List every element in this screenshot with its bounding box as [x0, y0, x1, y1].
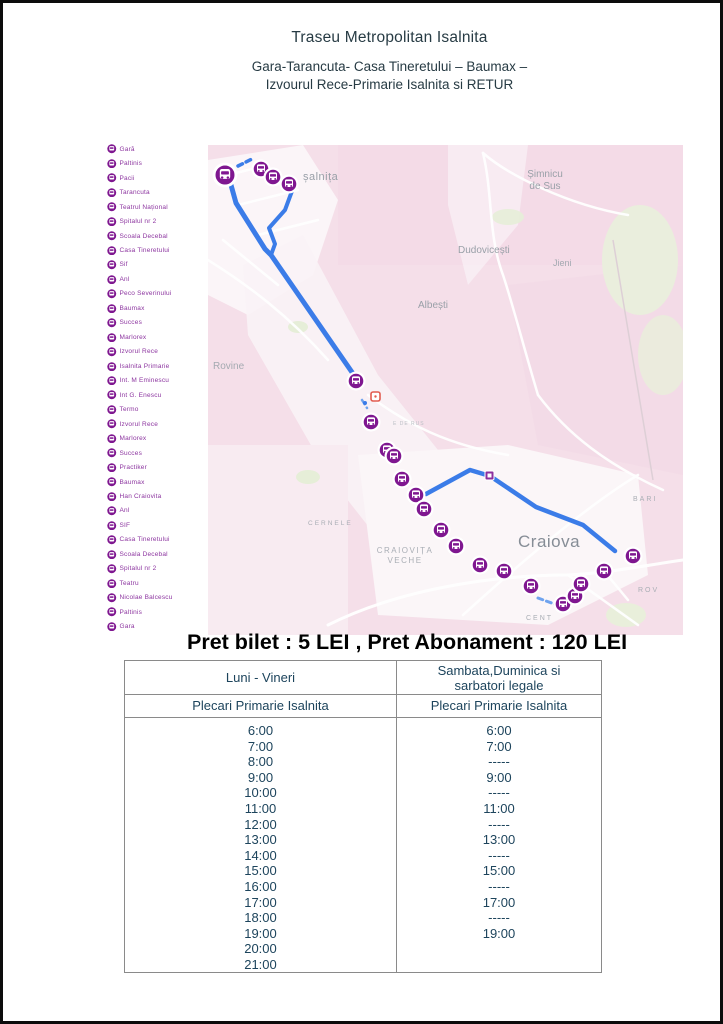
bus-marker: [415, 500, 434, 519]
stop-row: [107, 605, 217, 619]
stop-row: [107, 156, 217, 170]
stop-label: Baumax: [119, 478, 145, 486]
stop-list: [107, 142, 217, 634]
route-subtitle: [59, 58, 720, 94]
stop-label: Sif: [119, 261, 128, 269]
small-stop-dot: [363, 401, 367, 405]
departure-time: 13:00: [482, 832, 516, 848]
bus-marker: [572, 575, 591, 594]
stop-row: [107, 562, 217, 576]
departure-time: -----: [488, 910, 510, 926]
stop-label: Paltinis: [119, 608, 143, 616]
document-header: [3, 29, 720, 94]
stop-label: Gară: [119, 145, 135, 153]
departure-time: 7:00: [486, 738, 512, 754]
departure-time: 19:00: [482, 925, 516, 941]
map-label: CRAIOVIȚA VECHE: [376, 546, 434, 565]
stop-row: [107, 504, 217, 518]
bus-stop-icon: [107, 318, 117, 328]
stop-label: Gara: [119, 623, 135, 631]
bus-stop-icon: [107, 448, 117, 458]
stop-label: Marlorex: [119, 435, 147, 443]
stop-row: [107, 287, 217, 301]
bus-stop-icon: [107, 144, 117, 154]
bus-stop-icon: [107, 275, 117, 285]
bus-stop-icon: [107, 231, 117, 241]
bus-stop-icon: [107, 419, 117, 429]
stop-label: Spitalul nr 2: [119, 565, 157, 573]
stop-label: Peco Severinului: [119, 290, 172, 298]
departure-time: 9:00: [247, 769, 274, 785]
stop-row: [107, 243, 217, 257]
stop-row: [107, 417, 217, 431]
bus-marker: [362, 413, 381, 432]
stop-row: [107, 200, 217, 214]
bus-stop-icon: [107, 521, 117, 531]
stop-row: [107, 402, 217, 416]
stop-label: Izvorul Rece: [119, 420, 159, 428]
timetable-times: [397, 718, 601, 973]
stop-row: [107, 460, 217, 474]
stop-label: Termo: [119, 406, 139, 414]
bus-marker: [213, 163, 238, 188]
bus-stop-icon: [107, 217, 117, 227]
timetable: [124, 660, 602, 973]
map-label: BARI: [633, 496, 658, 503]
bus-stop-icon: [107, 477, 117, 487]
stop-row: [107, 171, 217, 185]
departure-time: 16:00: [244, 878, 277, 894]
bus-stop-icon: [107, 434, 117, 444]
departure-time: 10:00: [244, 785, 277, 801]
stop-label: SIF: [119, 521, 131, 529]
bus-stop-icon: [107, 260, 117, 270]
departure-time: 11:00: [244, 800, 277, 816]
bus-stop-icon: [107, 304, 117, 314]
map-label: ROV: [638, 587, 660, 594]
stop-row: [107, 214, 217, 228]
bus-marker: [522, 577, 541, 596]
departure-time: -----: [488, 878, 510, 894]
stop-row: [107, 229, 217, 243]
bus-stop-icon: [107, 376, 117, 386]
departure-time: 15:00: [482, 863, 516, 879]
price-line: Pret bilet : 5 LEI , Pret Abonament : 120 LEI: [187, 630, 628, 654]
departure-time: 6:00: [486, 723, 512, 738]
bus-stop-icon: [107, 564, 117, 574]
bus-stop-icon: [107, 463, 117, 473]
col-subheader-weekdays: Plecari Primarie Isalnita: [125, 695, 397, 718]
bus-stop-icon: [107, 390, 117, 400]
stop-row: [107, 489, 217, 503]
departure-time: 7:00: [247, 738, 274, 754]
bus-marker: [432, 521, 451, 540]
stop-label: Succes: [119, 319, 143, 327]
bus-stop-icon: [107, 202, 117, 212]
bus-marker: [280, 175, 299, 194]
stop-label: Spitalul nr 2: [119, 218, 157, 226]
timetable-times: [125, 718, 397, 973]
departure-time: -----: [488, 847, 510, 863]
stop-row: [107, 345, 217, 359]
bus-marker: [624, 547, 643, 566]
bus-stop-icon: [107, 506, 117, 516]
bus-stop-icon: [107, 246, 117, 256]
departure-time: [397, 957, 601, 973]
stop-row: [107, 547, 217, 561]
col-subheader-weekend: Plecari Primarie Isalnita: [397, 695, 601, 718]
stop-row: [107, 316, 217, 330]
map-label: Craiova: [518, 532, 581, 551]
bus-stop-icon: [107, 492, 117, 502]
stop-label: Izvorul Rece: [119, 348, 159, 356]
stop-row: [107, 330, 217, 344]
stop-label: Han Craiovita: [119, 492, 162, 500]
bus-stop-icon: [107, 362, 117, 372]
stop-row: [107, 142, 217, 156]
stop-label: Scoala Decebal: [119, 550, 168, 558]
bus-stop-icon: [107, 535, 117, 545]
departure-time: -----: [488, 785, 510, 801]
stop-label: Paltinis: [119, 160, 143, 168]
departure-time: 17:00: [482, 894, 516, 910]
bus-marker: [347, 372, 366, 391]
bus-marker: [495, 562, 514, 581]
route-subtitle-line2: Izvourul Rece-Primarie Isalnita si RETUR: [265, 77, 514, 92]
route-subtitle-line1: Gara-Tarancuta- Casa Tineretului – Baumax –: [251, 59, 528, 74]
departure-time: 12:00: [244, 816, 277, 832]
bus-stop-icon: [107, 622, 117, 632]
departure-time: 11:00: [483, 800, 515, 816]
bus-marker: [447, 537, 466, 556]
stop-row: [107, 388, 217, 402]
bus-stop-icon: [107, 550, 117, 560]
departure-time: 9:00: [486, 769, 512, 785]
map-label: E DE RUS: [393, 421, 425, 427]
map-label: CERNELE: [308, 520, 353, 527]
departure-time: 13:00: [244, 832, 277, 848]
bus-stop-icon: [107, 289, 117, 299]
bus-stop-icon: [107, 579, 117, 589]
stop-label: Marlorex: [119, 333, 147, 341]
stop-label: Teatrul Național: [119, 203, 168, 211]
bus-marker: [393, 470, 412, 489]
stop-row: [107, 301, 217, 315]
stop-label: Teatru: [119, 579, 139, 587]
stop-row: [107, 475, 217, 489]
departure-time: 21:00: [244, 956, 277, 972]
departure-time: 15:00: [244, 863, 277, 879]
stop-row: [107, 431, 217, 445]
col-header-weekend: Sambata,Duminica si sarbatori legale: [397, 661, 601, 695]
stop-label: Nicolae Balcescu: [119, 594, 173, 602]
stop-label: Scoala Decebal: [119, 232, 168, 240]
stop-row: [107, 272, 217, 286]
map-label: CENT: [526, 615, 554, 622]
bus-marker: [385, 447, 404, 466]
page-title: Traseu Metropolitan Isalnita: [291, 29, 488, 46]
stop-row: [107, 446, 217, 460]
stop-row: [107, 518, 217, 532]
map-label: Albești: [418, 300, 449, 311]
bus-stop-icon: [107, 188, 117, 198]
departure-time: [397, 941, 601, 957]
departure-time: 8:00: [247, 754, 274, 770]
bus-stop-icon: [107, 173, 117, 183]
map-label: șalnița: [303, 171, 339, 183]
stop-row: [107, 576, 217, 590]
bus-marker: [471, 556, 490, 575]
stop-label: Anl: [119, 507, 130, 515]
bus-stop-icon: [107, 333, 117, 343]
departure-time: 20:00: [244, 941, 277, 957]
map-label: Jieni: [553, 258, 572, 268]
departure-time: 18:00: [244, 910, 277, 926]
stop-row: [107, 359, 217, 373]
stop-label: Succes: [119, 449, 143, 457]
stop-label: Tarancuta: [119, 189, 150, 197]
map-label: Rovine: [213, 361, 245, 372]
bus-stop-icon: [107, 607, 117, 617]
departure-time: 19:00: [244, 925, 277, 941]
departure-time: -----: [488, 754, 510, 770]
stop-label: Baumax: [119, 304, 145, 312]
bus-stop-icon: [107, 159, 117, 169]
bus-marker: [595, 562, 614, 581]
stop-row: [107, 533, 217, 547]
departure-time: 17:00: [244, 894, 277, 910]
departure-time: -----: [488, 816, 510, 832]
stop-row: [107, 374, 217, 388]
stop-label: Pacii: [119, 174, 135, 182]
bus-stop-icon: [107, 347, 117, 357]
stop-row: [107, 591, 217, 605]
col-header-weekdays: Luni - Vineri: [125, 661, 397, 695]
stop-label: Casa Tineretului: [119, 247, 170, 255]
stop-label: Anl: [119, 275, 130, 283]
stop-label: Casa Tineretului: [119, 536, 170, 544]
route-map: [208, 145, 683, 635]
stop-label: Practiker: [119, 464, 147, 472]
stop-row: [107, 258, 217, 272]
stop-label: Int G. Enescu: [119, 391, 162, 399]
map-label: Dudovicești: [458, 245, 510, 256]
map-label: Șimnicu de Sus: [527, 169, 563, 192]
stop-label: Isalnita Primarie: [119, 362, 170, 370]
departure-time: 6:00: [247, 723, 274, 738]
bus-stop-icon: [107, 593, 117, 603]
bus-stop-icon: [107, 405, 117, 415]
stop-label: Int. M Eminescu: [119, 377, 170, 385]
departure-time: 14:00: [244, 847, 277, 863]
stop-row: [107, 185, 217, 199]
